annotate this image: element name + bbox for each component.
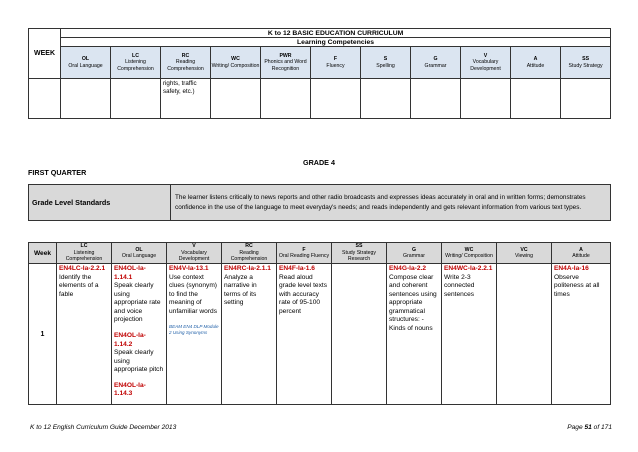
col-header-v: V Vocabulary Development bbox=[461, 47, 511, 79]
col-header-rc: RC Reading Comprehension bbox=[222, 243, 277, 264]
week-header: WEEK bbox=[29, 29, 61, 79]
curriculum-title: K to 12 BASIC EDUCATION CURRICULUM bbox=[61, 29, 611, 38]
cell-rc: EN4RC-Ia-2.1.1 Analyze a narrative in terms of its setting bbox=[222, 264, 277, 405]
week-header: Week bbox=[29, 243, 57, 264]
col-header-wc: WC Writing/ Composition bbox=[211, 47, 261, 79]
learning-competencies-header: Learning Competencies bbox=[61, 38, 611, 47]
col-header-wc: WC Writing/ Composition bbox=[442, 243, 497, 264]
col-header-a: A Attitude bbox=[511, 47, 561, 79]
cell-wc: EN4WC-Ia-2.2.1 Write 2-3 connected sentences bbox=[442, 264, 497, 405]
col-header-f: F Oral Reading Fluency bbox=[277, 243, 332, 264]
cell-ss bbox=[332, 264, 387, 405]
carryover-text: rights, traffic safety, etc.) bbox=[161, 79, 211, 119]
standards-text: The learner listens critically to news reports and other radio broadcasts and expresses ideas accurately in oral and in written forms; demonstrates confidence in the use of the language to meet everyday's needs; and reads independently and gets relevant information from various text types. bbox=[171, 185, 611, 221]
cell-lc: EN4LC-Ia-2.2.1 Identify the elements of a fable bbox=[57, 264, 112, 405]
page-indicator: Page 51 of 171 bbox=[567, 424, 612, 431]
cell-v: EN4V-Ia-13.1 Use context clues (synonym) to find the meaning of unfamiliar words BEAM EN4 DLP Module 2 Using Synonyms bbox=[167, 264, 222, 405]
quarter-label: FIRST QUARTER bbox=[28, 168, 87, 177]
cell-a: EN4A-Ia-16 Observe politeness at all times bbox=[552, 264, 611, 405]
page-number: 51 bbox=[584, 424, 592, 431]
dlp-module-note: BEAM EN4 DLP Module 2 Using Synonyms bbox=[169, 324, 219, 336]
learning-competencies-table bbox=[28, 242, 611, 405]
top-curriculum-table bbox=[28, 28, 611, 119]
cell-g: EN4G-Ia-2.2 Compose clear and coherent sentences using appropriate grammatical structures: - Kinds of nouns bbox=[387, 264, 442, 405]
col-header-lc: LC Listening Comprehension bbox=[57, 243, 112, 264]
col-header-a: A Attitude bbox=[552, 243, 611, 264]
grade-level-standards-table bbox=[28, 184, 611, 221]
col-header-f: F Fluency bbox=[311, 47, 361, 79]
footer-guide-label: K to 12 English Curriculum Guide December 2013 bbox=[30, 424, 177, 431]
cell-f: EN4F-Ia-1.6 Read aloud grade level texts with accuracy rate of 95-100 percent bbox=[277, 264, 332, 405]
cell-vc bbox=[497, 264, 552, 405]
grade-title: GRADE 4 bbox=[303, 158, 335, 167]
col-header-s: S Spelling bbox=[361, 47, 411, 79]
col-header-rc: RC Reading Comprehension bbox=[161, 47, 211, 79]
standards-label: Grade Level Standards bbox=[29, 185, 171, 221]
cell-ol: EN4OL-Ia-1.14.1 Speak clearly using appropriate rate and voice projection EN4OL-Ia-1.14.2 Speak clearly using appropriate pitch EN4OL-Ia-1.14.3 bbox=[112, 264, 167, 405]
col-header-ol: OL Oral Language bbox=[112, 243, 167, 264]
col-header-v: V Vocabulary Development bbox=[167, 243, 222, 264]
col-header-g: G Grammar bbox=[387, 243, 442, 264]
col-header-lc: LC Listening Comprehension bbox=[111, 47, 161, 79]
col-header-ss: SS Study Strategy Research bbox=[332, 243, 387, 264]
col-header-ol: OL Oral Language bbox=[61, 47, 111, 79]
col-header-vc: VC Viewing bbox=[497, 243, 552, 264]
col-header-g: G Grammar bbox=[411, 47, 461, 79]
col-header-pwr: PWR Phonics and Word Recognition bbox=[261, 47, 311, 79]
col-header-ss: SS Study Strategy bbox=[561, 47, 611, 79]
week-number: 1 bbox=[29, 264, 57, 405]
